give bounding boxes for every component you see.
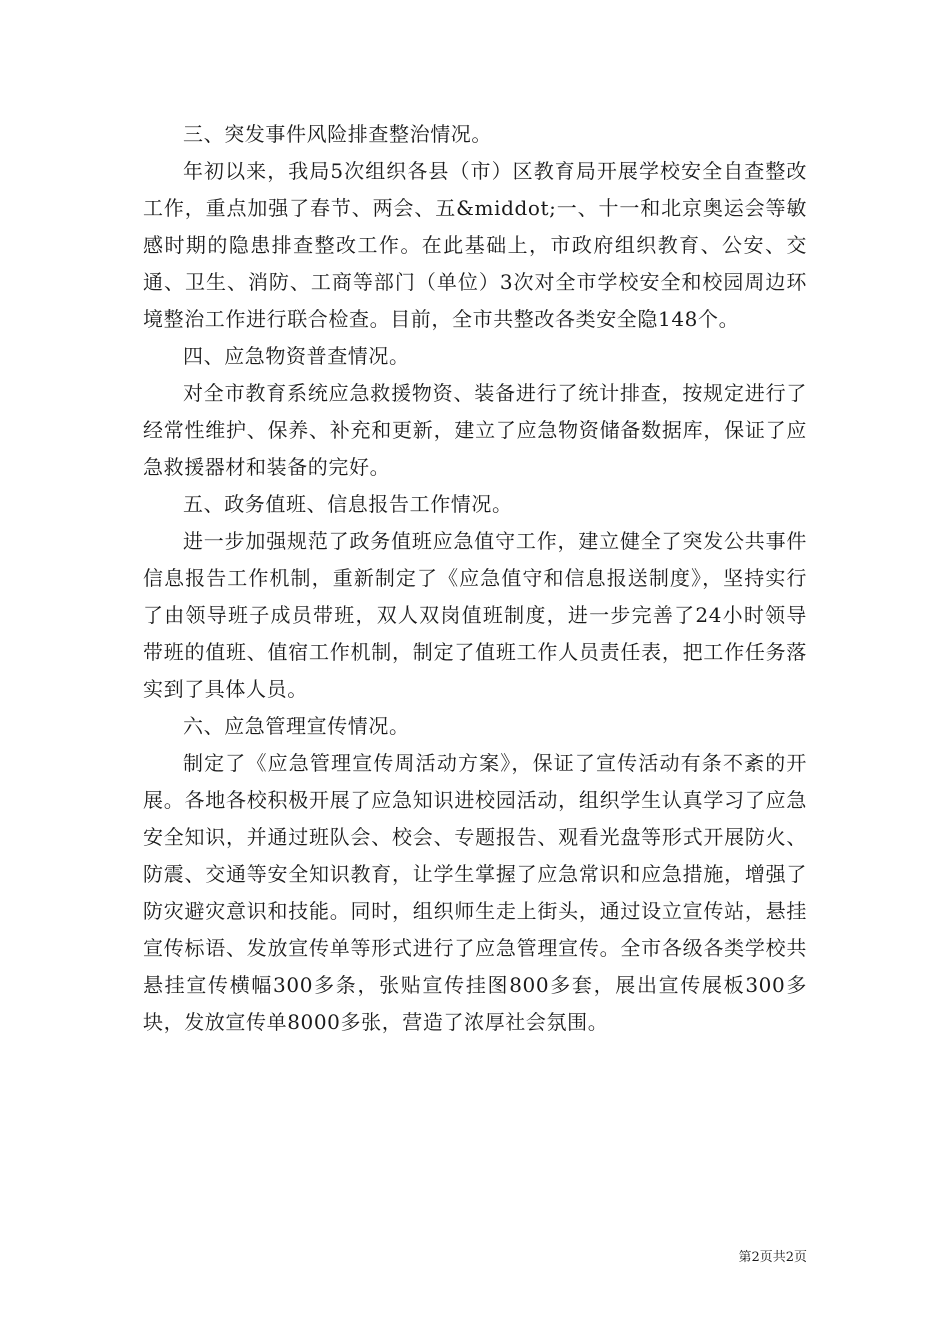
section-heading-4: 四、应急物资普查情况。 (183, 344, 410, 368)
paragraph-publicity: 制定了《应急管理宣传周活动方案》，保证了宣传活动有条不紊的开展。各地各校积极开展了应急知识进校园活动，组织学生认真学习了应急安全知识，并通过班队会、校会、专题报告、观看光盘等形式开展防火、防震、交通等安全知识教育，让学生掌握了应急常识和应急措施，增强了防灾避灾意识和技能。同时，组织师生走上街头，通过设立宣传站，悬挂宣传标语、发放宣传单等形式进行了应急管理宣传。全市各级各类学校共悬挂宣传横幅300多条，张贴宣传挂图800多套，展出宣传展板300多块，发放宣传单8000多张，营造了浓厚社会氛围。 (143, 751, 807, 1034)
page-number: 第2页共2页 (738, 1250, 807, 1265)
section-heading-5: 五、政务值班、信息报告工作情况。 (183, 492, 513, 516)
paragraph-risk-inspection: 年初以来，我局5次组织各县（市）区教育局开展学校安全自查整改工作，重点加强了春节、两会、五&middot;一、十一和北京奥运会等敏感时期的隐患排查整改工作。在此基础上，市政府组织教育、公安、交通、卫生、消防、工商等部门（单位）3次对全市学校安全和校园周边环境整治工作进行联合检查。目前，全市共整改各类安全隐148个。 (143, 159, 807, 331)
section-heading-3: 三、突发事件风险排查整治情况。 (183, 122, 492, 146)
paragraph-duty-reporting: 进一步加强规范了政务值班应急值守工作，建立健全了突发公共事件信息报告工作机制，重新制定了《应急值守和信息报送制度》，坚持实行了由领导班子成员带班，双人双岗值班制度，进一步完善了24小时领导带班的值班、值宿工作机制，制定了值班工作人员责任表，把工作任务落实到了具体人员。 (143, 529, 807, 701)
section-heading-6: 六、应急管理宣传情况。 (183, 714, 410, 738)
document-body (143, 116, 807, 1041)
paragraph-emergency-supplies: 对全市教育系统应急救援物资、装备进行了统计排查，按规定进行了经常性维护、保养、补充和更新，建立了应急物资储备数据库，保证了应急救援器材和装备的完好。 (143, 381, 807, 479)
